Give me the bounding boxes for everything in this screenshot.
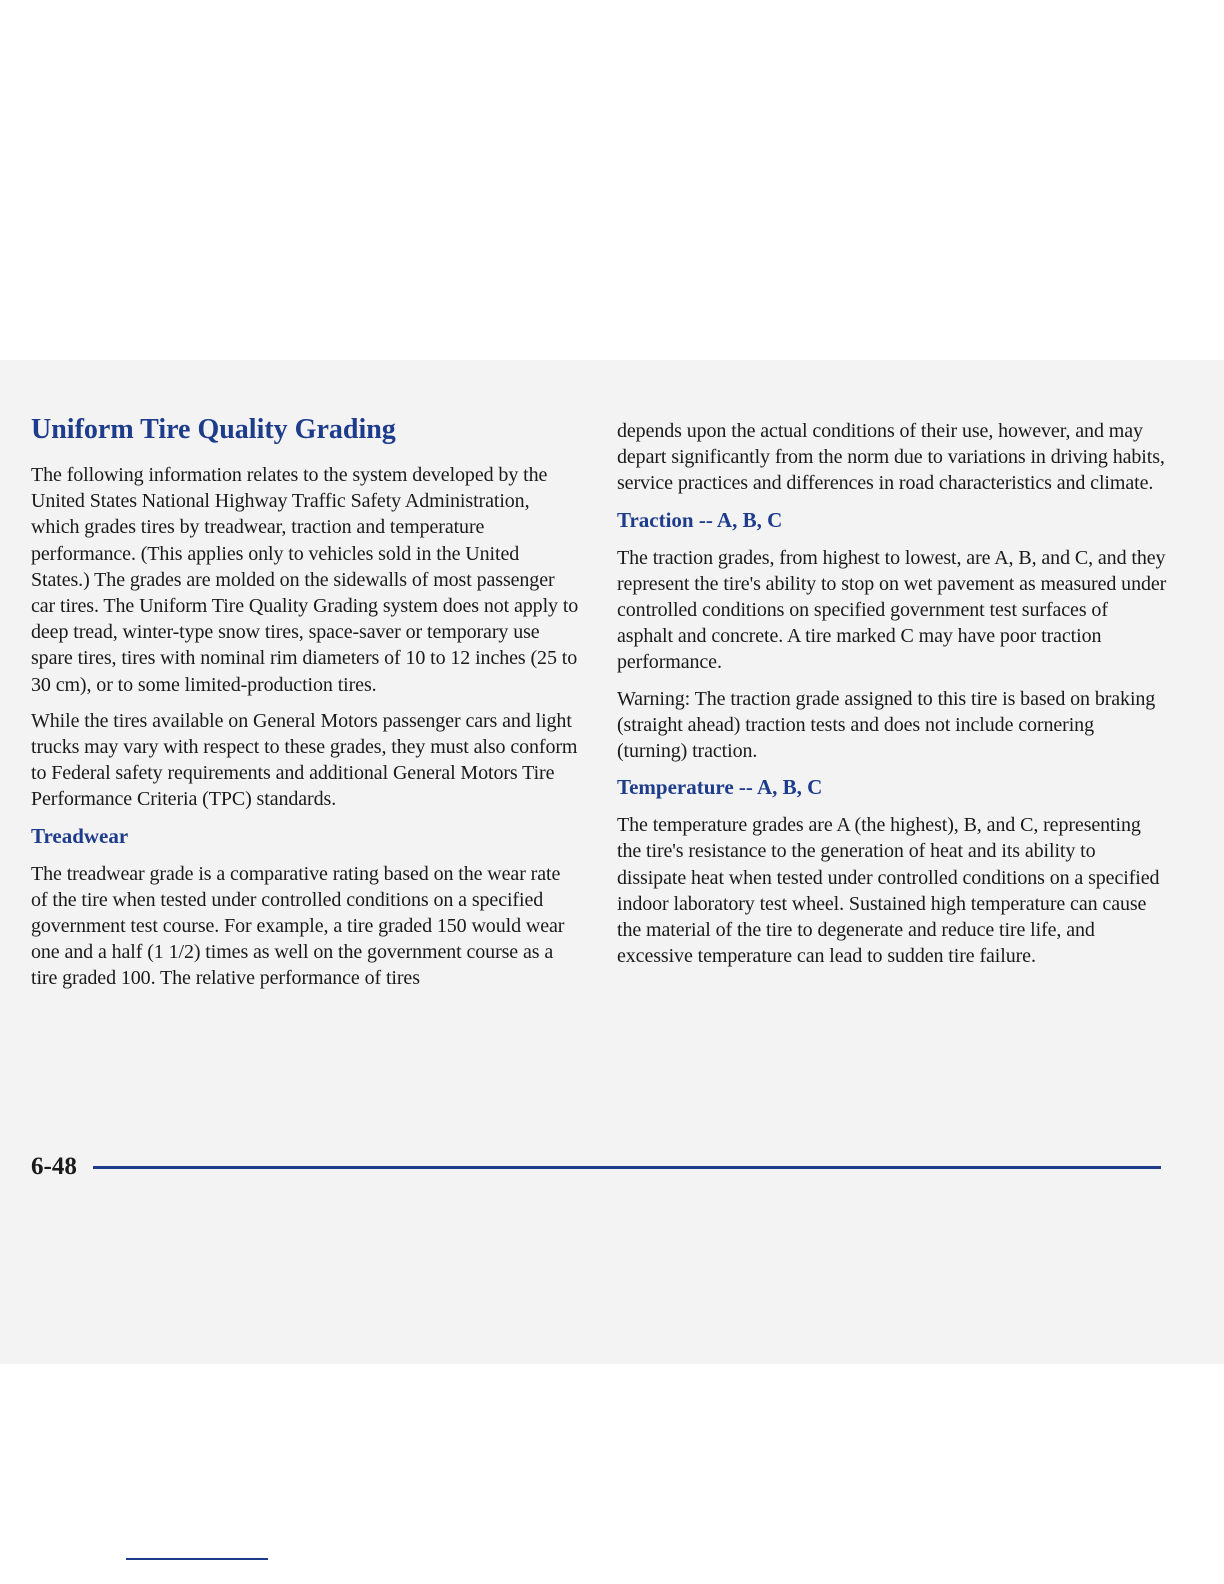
right-column (617, 418, 1167, 979)
treadwear-continued-paragraph: depends upon the actual conditions of their use, however, and may depart significantly from the norm due to variations in driving habits, service practices and differences in road characteristics and climate. (617, 420, 1165, 495)
bottom-link-underline[interactable] (126, 1558, 268, 1560)
traction-paragraph: The traction grades, from highest to lowest, are A, B, and C, and they represent the tire's ability to stop on wet pavement as measured under controlled conditions on specified government test surfaces of asphalt and concrete. A tire marked C may have poor traction performance. (617, 546, 1167, 674)
temperature-heading: Temperature -- A, B, C (617, 775, 823, 800)
footer-rule (93, 1166, 1161, 1169)
traction-warning-paragraph: Warning: The traction grade assigned to this tire is based on braking (straight ahead) traction tests and does not include cornering (turning) traction. (617, 687, 1156, 763)
gm-paragraph: While the tires available on General Motors passenger cars and light trucks may vary with respect to these grades, they must also conform to Federal safety requirements and additional General Motors Tire Performance Criteria (TPC) standards. (31, 709, 578, 811)
page-number: 6-48 (31, 1153, 77, 1180)
page-footer (31, 1152, 1161, 1182)
treadwear-paragraph: The treadwear grade is a comparative rating based on the wear rate of the tire when tested under controlled conditions on a specified government test course. For example, a tire graded 150 would wear one and a half (1 1/2) times as well on the government course as a tire graded 100. The relative performance of tires (31, 862, 565, 990)
treadwear-heading: Treadwear (31, 823, 129, 848)
temperature-paragraph: The temperature grades are A (the highest), B, and C, representing the tire's resistance to the generation of heat and its ability to dissipate heat when tested under controlled conditions on a specified indoor laboratory test wheel. Sustained high temperature can cause the material of the tire to degenerate and reduce tire life, and excessive temperature can lead to sudden tire failure. (617, 814, 1160, 968)
intro-paragraph: The following information relates to the system developed by the United States National Highway Traffic Safety Administration, which grades tires by treadwear, traction and temperature performance. (This applies only to vehicles sold in the United States.) The grades are molded on the sidewalls of most passenger car tires. The Uniform Tire Quality Grading system does not apply to deep tread, winter-type snow tires, space-saver or temporary use spare tires, tires with nominal rim diameters of 10 to 12 inches (25 to 30 cm), or to some limited-production tires. (31, 464, 579, 696)
left-column (31, 412, 581, 1002)
page-title: Uniform Tire Quality Grading (31, 414, 396, 445)
traction-heading: Traction -- A, B, C (617, 507, 783, 532)
